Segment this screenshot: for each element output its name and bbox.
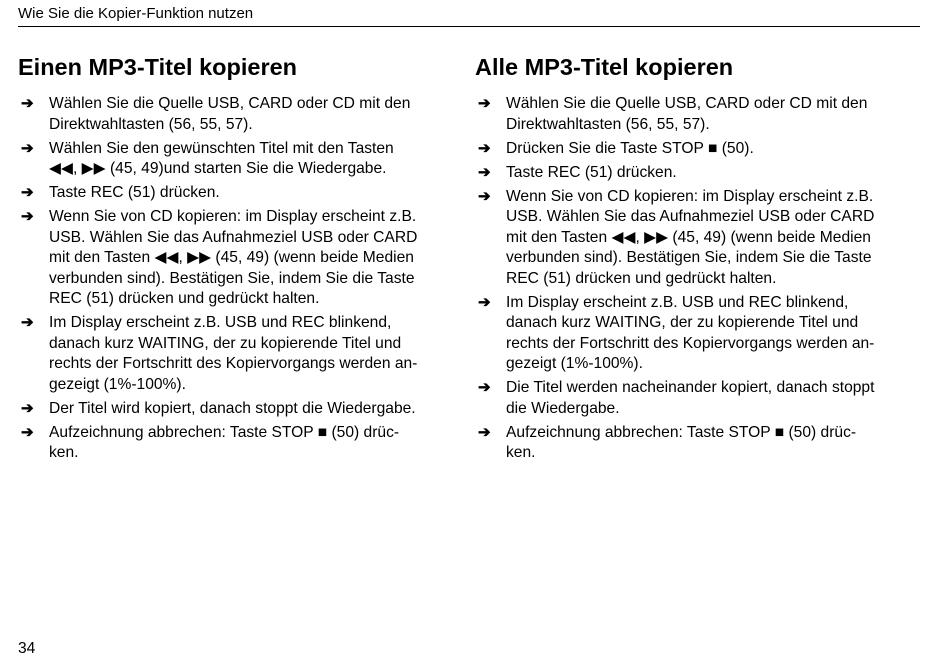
item-text-line: mit den Tasten ◀◀, ▶▶ (45, 49) (wenn beide Medien (506, 228, 871, 246)
arrow-right-icon: ➔ (21, 399, 34, 417)
arrow-right-icon: ➔ (478, 379, 491, 396)
item-text-line: danach kurz WAITING, der zu kopierende Titel und (506, 314, 859, 331)
arrow-right-icon: ➔ (21, 184, 34, 201)
item-text-line: Wählen Sie die Quelle USB, CARD oder CD mit den (49, 95, 411, 112)
item-text-line: Taste REC (51) drücken. (506, 163, 677, 181)
item-text-line: Im Display erscheint z.B. USB und REC blinkend, (506, 293, 849, 311)
list-item (475, 187, 915, 290)
item-text-line: rechts der Fortschritt des Kopiervorgangs werden an- (49, 355, 418, 372)
section-single-copy (18, 52, 458, 467)
section-title: Einen MP3-Titel kopieren (18, 54, 298, 80)
list-item (18, 183, 458, 204)
item-text-line: Aufzeichnung abbrechen: Taste STOP ■ (50) drüc- (49, 423, 400, 441)
list-item (18, 423, 458, 464)
list-item (18, 313, 458, 395)
item-text-line: gezeigt (1%-100%). (49, 375, 186, 393)
item-text-line: ◀◀, ▶▶ (45, 49)und starten Sie die Wiedergabe. (49, 160, 387, 177)
item-text-line: USB. Wählen Sie das Aufnahmeziel USB oder CARD (49, 228, 418, 246)
arrow-right-icon: ➔ (478, 293, 491, 311)
page-number: 34 (18, 640, 36, 657)
arrow-right-icon: ➔ (21, 208, 34, 225)
list-item (475, 139, 915, 160)
item-text-line: Im Display erscheint z.B. USB und REC blinkend, (49, 314, 392, 331)
arrow-right-icon: ➔ (478, 139, 491, 157)
section-title: Alle MP3-Titel kopieren (475, 54, 734, 80)
item-text-line: Der Titel wird kopiert, danach stoppt die Wiedergabe. (49, 399, 416, 417)
list-item (475, 293, 915, 375)
item-text-line: Wenn Sie von CD kopieren: im Display erscheint z.B. (506, 187, 874, 205)
arrow-right-icon: ➔ (21, 314, 34, 331)
list-item (18, 207, 458, 310)
item-text-line: Wählen Sie den gewünschten Titel mit den Tasten (49, 139, 394, 157)
item-text-line: REC (51) drücken und gedrückt halten. (49, 290, 320, 307)
item-text-line: Taste REC (51) drücken. (49, 184, 220, 201)
arrow-right-icon: ➔ (478, 187, 491, 205)
item-text-line: verbunden sind). Bestätigen Sie, indem Sie die Taste (49, 269, 415, 287)
list-item (475, 94, 915, 135)
item-text-line: USB. Wählen Sie das Aufnahmeziel USB oder CARD (506, 208, 875, 225)
item-text-line: Wählen Sie die Quelle USB, CARD oder CD mit den (506, 95, 868, 112)
arrow-right-icon: ➔ (21, 139, 34, 157)
item-text-line: ken. (49, 444, 79, 461)
item-text-line: ken. (506, 444, 536, 461)
item-text-line: gezeigt (1%-100%). (506, 355, 643, 372)
item-text-line: Die Titel werden nacheinander kopiert, danach stoppt (506, 379, 875, 396)
item-text-line: danach kurz WAITING, der zu kopierende Titel und (49, 334, 402, 352)
instruction-list (475, 94, 915, 464)
arrow-right-icon: ➔ (478, 423, 491, 441)
item-text-line: Wenn Sie von CD kopieren: im Display erscheint z.B. (49, 208, 417, 225)
list-item (475, 163, 915, 184)
instruction-list (18, 94, 458, 464)
item-text-line: verbunden sind). Bestätigen Sie, indem Sie die Taste (506, 249, 872, 266)
list-item (18, 139, 458, 180)
header-divider (18, 26, 920, 27)
section-all-copy (475, 52, 915, 467)
list-item (18, 399, 458, 420)
list-item (18, 94, 458, 135)
item-text-line: die Wiedergabe. (506, 399, 620, 417)
arrow-right-icon: ➔ (21, 95, 34, 112)
arrow-right-icon: ➔ (21, 423, 34, 441)
item-text-line: Direktwahltasten (56, 55, 57). (506, 115, 710, 133)
arrow-right-icon: ➔ (478, 95, 491, 112)
item-text-line: rechts der Fortschritt des Kopiervorgangs werden an- (506, 334, 875, 352)
arrow-right-icon: ➔ (478, 163, 491, 181)
list-item (475, 378, 915, 419)
running-header: Wie Sie die Kopier-Funktion nutzen (18, 5, 254, 22)
item-text-line: mit den Tasten ◀◀, ▶▶ (45, 49) (wenn beide Medien (49, 249, 414, 266)
item-text-line: REC (51) drücken und gedrückt halten. (506, 269, 777, 287)
item-text-line: Aufzeichnung abbrechen: Taste STOP ■ (50) drüc- (506, 423, 857, 441)
item-text-line: Drücken Sie die Taste STOP ■ (50). (506, 139, 754, 157)
item-text-line: Direktwahltasten (56, 55, 57). (49, 115, 253, 133)
list-item (475, 423, 915, 464)
